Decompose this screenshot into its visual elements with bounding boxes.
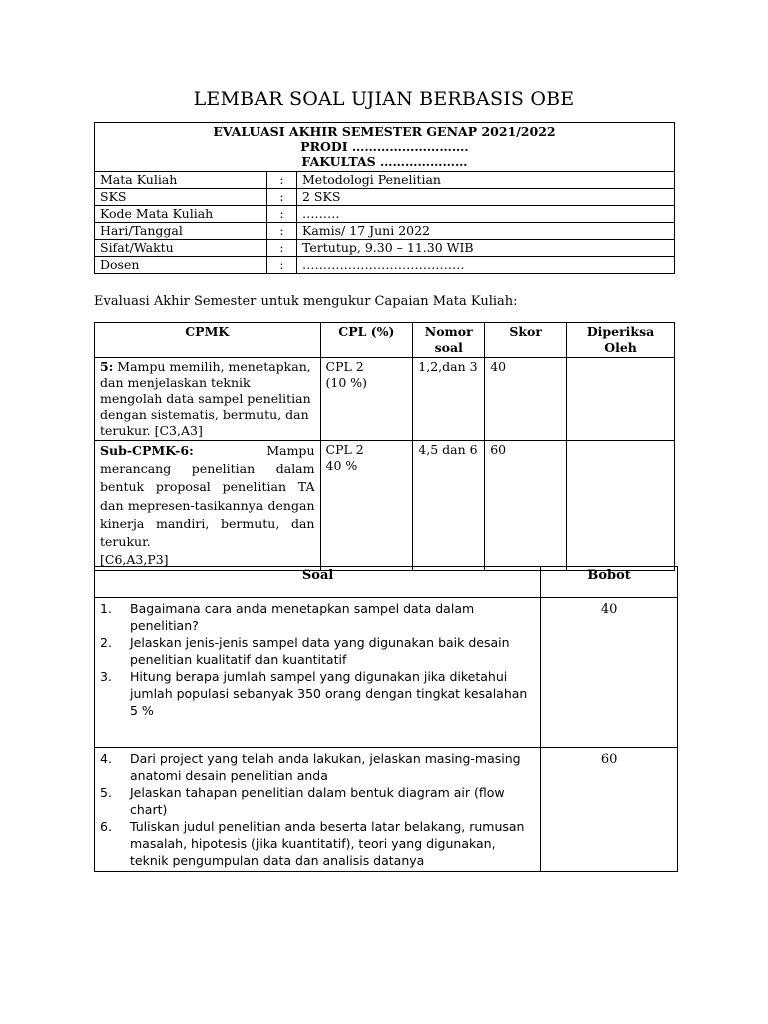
question-item [100,784,535,818]
question-item [100,600,535,634]
question-text: Jelaskan tahapan penelitian dalam bentuk diagram air (flow chart) [130,785,505,817]
cpmk-cell [95,441,321,571]
question-item [100,634,535,668]
question-item [100,818,535,869]
page-title: LEMBAR SOAL UJIAN BERBASIS OBE [193,88,575,110]
info-value: Tertutup, 9.30 – 11.30 WIB [297,240,675,257]
question-text: Jelaskan jenis-jenis sampel data yang digunakan baik desain penelitian kualitatif dan kuantitatif [130,635,510,667]
skor-cell: 40 [485,358,567,441]
info-value: ………………………………… [297,257,675,274]
info-row-dosen [95,257,675,274]
soal-header-row [95,567,678,598]
cpl-cell [320,441,413,571]
question-number: 1. [100,601,112,616]
info-value: ……… [297,206,675,223]
question-item [100,750,535,784]
bobot-cell: 60 [541,748,678,872]
info-row-kode [95,206,675,223]
info-colon: : [267,189,297,206]
intro-text: Evaluasi Akhir Semester untuk mengukur Capaian Mata Kuliah: [94,294,518,309]
table-row [95,358,675,441]
info-value: 2 SKS [297,189,675,206]
bobot-cell: 40 [541,598,678,748]
cpmk-table [94,322,675,571]
cpmk-description: Mampu merancang penelitian dalam bentuk proposal penelitian TA dan mepresen-tasikannya dengan kinerja mandiri, bermutu, dan terukur. [100,443,315,550]
info-label: Mata Kuliah [95,172,267,189]
question-list [100,600,535,719]
info-colon: : [267,223,297,240]
cpmk-label: 5: [100,359,114,374]
question-number: 6. [100,819,112,834]
question-group-cell [95,748,541,872]
soal-table [94,566,678,872]
col-header-cpl: CPL (%) [320,323,413,358]
col-header-bobot: Bobot [541,567,678,598]
exam-info-table [94,122,675,274]
diperiksa-cell [567,441,675,571]
info-row-sifat-waktu [95,240,675,257]
question-text: Bagaimana cara anda menetapkan sampel data dalam penelitian? [130,601,475,633]
question-number: 3. [100,669,112,684]
exam-header-prodi: PRODI ………………………. [300,139,469,154]
table-row [95,441,675,571]
cpmk-description: Mampu memilih, menetapkan, dan menjelaskan teknik mengolah data sampel penelitian dengan sistematis, bermutu, dan terukur. [C3,A3] [100,359,311,438]
cpmk-cell [95,358,321,441]
col-header-nomor-soal: Nomor soal [413,323,485,358]
exam-header-fakultas: FAKULTAS ………………… [301,154,468,169]
question-text: Tuliskan judul penelitian anda beserta latar belakang, rumusan masalah, hipotesis (jika kuantitatif), teori yang digunakan, teknik pengumpulan data dan analisis datanya [130,819,525,868]
cpl-name: CPL 2 [325,442,364,457]
info-value: Kamis/ 17 Juni 2022 [297,223,675,240]
exam-header [95,123,675,172]
question-group-cell [95,598,541,748]
question-group-row [95,748,678,872]
info-colon: : [267,206,297,223]
info-colon: : [267,172,297,189]
skor-cell: 60 [485,441,567,571]
cpmk-label: Sub-CPMK-6: [100,443,194,458]
cpl-cell [320,358,413,441]
info-colon: : [267,257,297,274]
question-text: Dari project yang telah anda lakukan, jelaskan masing-masing anatomi desain penelitian anda [130,751,521,783]
info-colon: : [267,240,297,257]
nomor-soal-cell: 1,2,dan 3 [413,358,485,441]
col-header-soal: Soal [95,567,541,598]
info-row-hari-tanggal [95,223,675,240]
cpl-percent: (10 %) [325,375,368,390]
diperiksa-cell [567,358,675,441]
info-label: Dosen [95,257,267,274]
cpl-name: CPL 2 [325,359,364,374]
info-label: Sifat/Waktu [95,240,267,257]
cpmk-code: [C6,A3,P3] [100,552,169,568]
question-group-row [95,598,678,748]
info-label: Hari/Tanggal [95,223,267,240]
info-row-mata-kuliah [95,172,675,189]
question-list [100,750,535,869]
col-header-cpmk: CPMK [95,323,321,358]
info-label: Kode Mata Kuliah [95,206,267,223]
question-text: Hitung berapa jumlah sampel yang digunakan jika diketahui jumlah populasi sebanyak 350 orang dengan tingkat kesalahan 5 % [130,669,528,718]
question-number: 2. [100,635,112,650]
info-label: SKS [95,189,267,206]
info-value: Metodologi Penelitian [297,172,675,189]
info-row-sks [95,189,675,206]
cpl-percent: 40 % [325,458,358,473]
col-header-skor: Skor [485,323,567,358]
cpmk-header-row [95,323,675,358]
exam-header-line1: EVALUASI AKHIR SEMESTER GENAP 2021/2022 [213,124,556,139]
question-number: 4. [100,751,112,766]
question-item [100,668,535,719]
col-header-diperiksa-oleh: Diperiksa Oleh [567,323,675,358]
nomor-soal-cell: 4,5 dan 6 [413,441,485,571]
question-number: 5. [100,785,112,800]
